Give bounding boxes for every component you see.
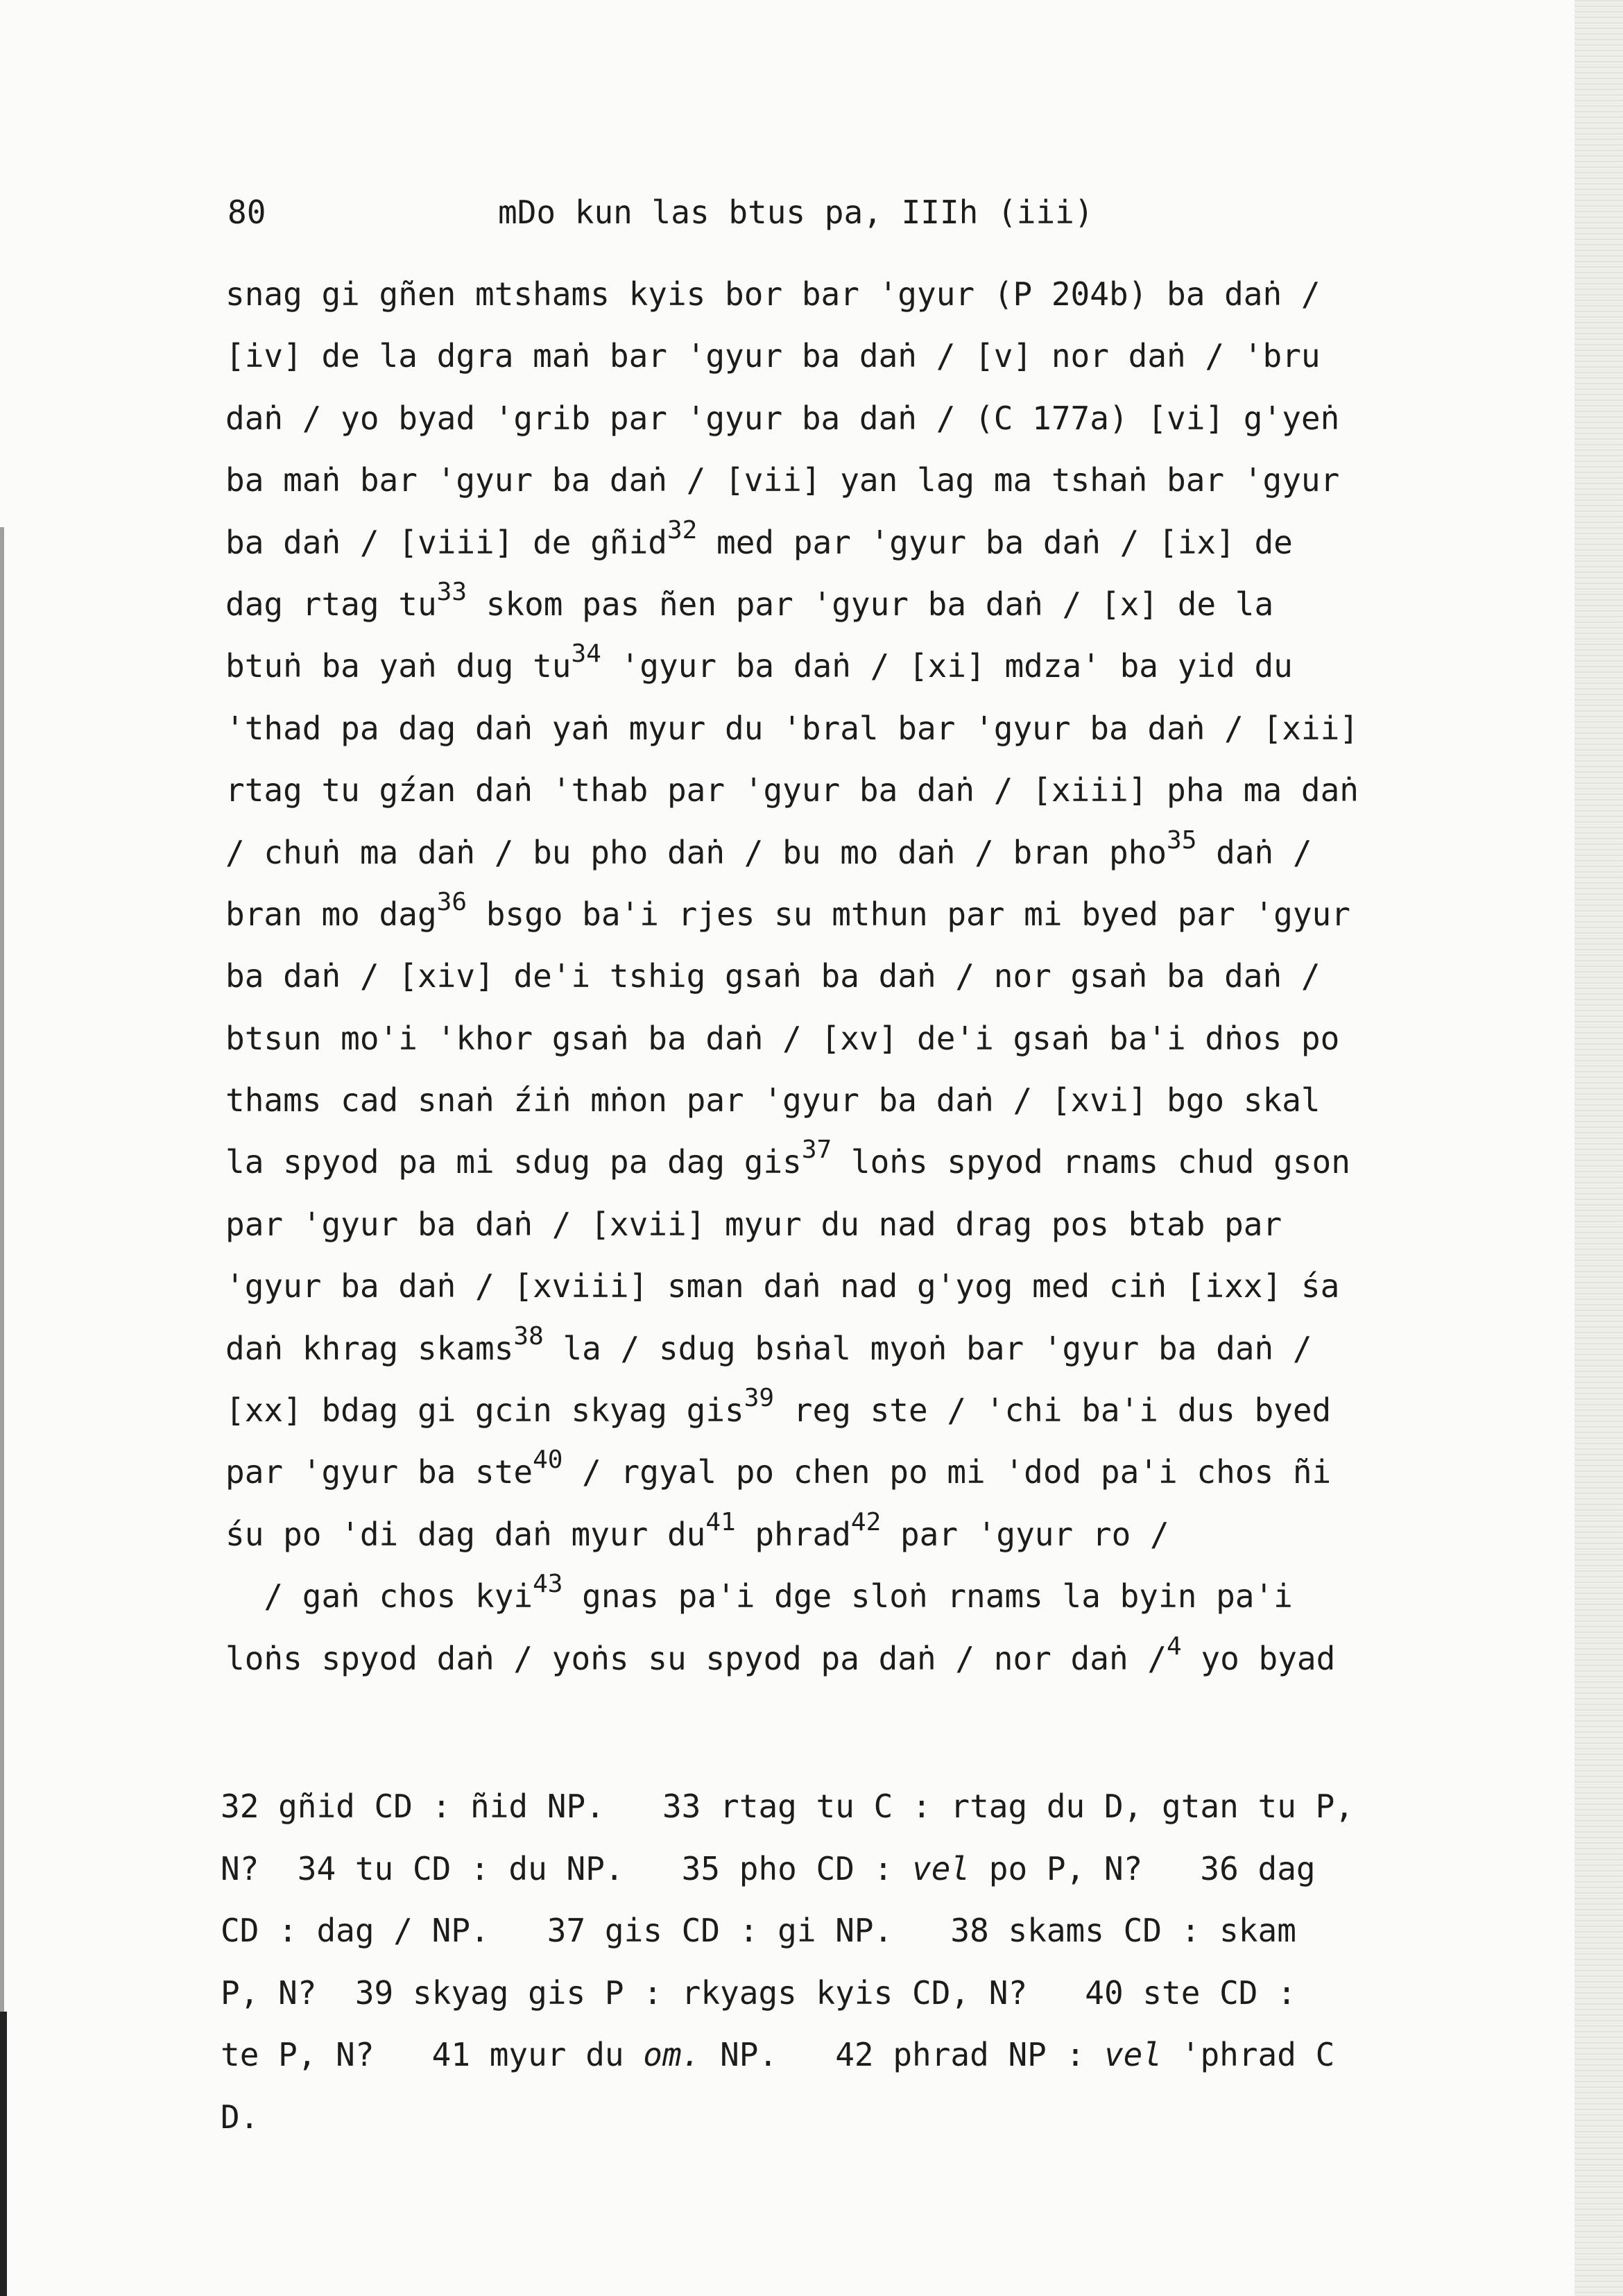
- text-run: D.: [221, 2098, 259, 2136]
- text-run: par 'gyur ba daṅ / [xvii] myur du nad drag pos btab par: [225, 1205, 1282, 1243]
- text-run: ba maṅ bar 'gyur ba daṅ / [vii] yan lag ma tshaṅ bar 'gyur: [225, 461, 1340, 499]
- text-line: [225, 1441, 1488, 1503]
- text-run: N? 34 tu CD : du NP. 35 pho CD :: [221, 1849, 912, 1887]
- text-run: [xx] bdag gi gcin skyag gis: [225, 1391, 744, 1430]
- text-run: loṅs spyod rnams chud gson: [832, 1143, 1350, 1181]
- text-run: la / sdug bsṅal myoṅ bar 'gyur ba daṅ /: [543, 1329, 1312, 1367]
- text-run: rtag tu gźan daṅ 'thab par 'gyur ba daṅ / [xiii] pha ma daṅ: [225, 771, 1359, 809]
- footnote-line: [221, 1838, 1483, 1901]
- text-run: daṅ /: [1196, 833, 1312, 871]
- footnote-marker: 4: [1167, 1631, 1182, 1661]
- footnote-line: [221, 1900, 1483, 1962]
- text-run: daṅ khrag skams: [225, 1329, 514, 1367]
- text-run: 32 gñid CD : ñid NP. 33 rtag tu C : rtag du D, gtan tu P,: [221, 1788, 1354, 1825]
- text-line: [225, 1131, 1488, 1193]
- text-run: la spyod pa mi sdug pa dag gis: [225, 1143, 802, 1181]
- footnote-marker: 34: [571, 640, 601, 669]
- text-line: [225, 1256, 1488, 1317]
- italic-text: om.: [643, 2036, 701, 2073]
- text-line: [225, 1070, 1488, 1131]
- text-line: [225, 945, 1488, 1007]
- text-line: [225, 512, 1488, 574]
- text-line: [225, 760, 1488, 821]
- footnote-marker: 38: [513, 1321, 544, 1351]
- text-line: [225, 698, 1488, 760]
- footnote-marker: 32: [667, 515, 698, 545]
- text-run: yo byad: [1181, 1639, 1336, 1677]
- text-run: 'thad pa dag daṅ yaṅ myur du 'bral bar 'gyur ba daṅ / [xii]: [225, 709, 1359, 747]
- text-run: bsgo ba'i rjes su mthun par mi byed par 'gyur: [467, 895, 1350, 933]
- text-run: btsun mo'i 'khor gsaṅ ba daṅ / [xv] de'i gsaṅ ba'i dṅos po: [225, 1019, 1340, 1057]
- footnote-line: [221, 1776, 1483, 1838]
- text-run: P, N? 39 skyag gis P : rkyags kyis CD, N? 40 ste CD :: [221, 1973, 1296, 2012]
- text-line: [225, 1628, 1488, 1690]
- text-run: gnas pa'i dge sloṅ rnams la byin pa'i: [563, 1577, 1293, 1616]
- footnote-marker: 42: [850, 1507, 882, 1536]
- page-header: [227, 191, 1476, 233]
- footnote-marker: 41: [705, 1507, 736, 1536]
- footnote-marker: 37: [801, 1136, 832, 1165]
- text-run: [iv] de la dgra maṅ bar 'gyur ba daṅ / [v] nor daṅ / 'bru: [225, 337, 1321, 375]
- italic-text: vel: [1104, 2036, 1162, 2073]
- text-run: / gaṅ chos kyi: [225, 1577, 533, 1616]
- text-line: [225, 264, 1488, 325]
- text-line: [225, 635, 1488, 697]
- text-line: [225, 822, 1488, 884]
- text-run: thams cad snaṅ źiṅ mṅon par 'gyur ba daṅ / [xvi] bgo skal: [225, 1081, 1321, 1120]
- text-line: [225, 1194, 1488, 1256]
- text-run: / chuṅ ma daṅ / bu pho daṅ / bu mo daṅ / bran pho: [225, 833, 1167, 871]
- main-text-block: [225, 264, 1488, 1690]
- text-run: po P, N? 36 dag: [970, 1849, 1316, 1887]
- text-line: [225, 1566, 1488, 1627]
- text-run: 'phrad C: [1162, 2036, 1335, 2073]
- text-run: par 'gyur ro /: [881, 1515, 1169, 1553]
- text-run: med par 'gyur ba daṅ / [ix] de: [697, 523, 1293, 561]
- text-run: reg ste / 'chi ba'i dus byed: [774, 1391, 1332, 1430]
- scan-edge-shadow: [1574, 0, 1623, 2296]
- text-line: [225, 1008, 1488, 1070]
- text-run: CD : dag / NP. 37 gis CD : gi NP. 38 skams CD : skam: [221, 1912, 1296, 1949]
- text-run: ba daṅ / [xiv] de'i tshig gsaṅ ba daṅ / nor gsaṅ ba daṅ /: [225, 957, 1321, 995]
- running-title: mDo kun las btus pa, IIIh (iii): [498, 194, 1094, 231]
- text-run: par 'gyur ba ste: [225, 1453, 533, 1491]
- footnote-marker: 39: [744, 1384, 775, 1413]
- text-run: ba daṅ / [viii] de gñid: [225, 523, 667, 561]
- text-run: skom pas ñen par 'gyur ba daṅ / [x] de la: [467, 585, 1274, 623]
- footnote-marker: 36: [436, 887, 467, 916]
- text-run: 'gyur ba daṅ / [xi] mdza' ba yid du: [601, 647, 1293, 685]
- page-number: 80: [227, 194, 266, 231]
- footnote-line: [221, 2087, 1483, 2149]
- text-run: bran mo dag: [225, 895, 437, 933]
- text-line: [225, 388, 1488, 449]
- text-run: 'gyur ba daṅ / [xviii] sman daṅ nad g'yog med ciṅ [ixx] śa: [225, 1267, 1340, 1305]
- footnote-marker: 35: [1167, 825, 1197, 855]
- text-run: te P, N? 41 myur du: [221, 2036, 644, 2073]
- footnote-line: [221, 1962, 1483, 2025]
- footnote-line: [221, 2024, 1483, 2087]
- text-line: [225, 1380, 1488, 1441]
- text-line: [225, 325, 1488, 387]
- text-run: snag gi gñen mtshams kyis bor bar 'gyur (P 204b) ba daṅ /: [225, 275, 1321, 313]
- footnote-marker: 43: [533, 1570, 563, 1599]
- text-line: [225, 574, 1488, 635]
- text-line: [225, 449, 1488, 511]
- footnote-marker: 40: [533, 1446, 563, 1475]
- text-run: phrad: [735, 1515, 851, 1553]
- text-run: btuṅ ba yaṅ dug tu: [225, 647, 572, 685]
- text-run: daṅ / yo byad 'grib par 'gyur ba daṅ / (C 177a) [vi] g'yeṅ: [225, 399, 1340, 437]
- text-run: loṅs spyod daṅ / yoṅs su spyod pa daṅ / nor daṅ /: [225, 1639, 1167, 1677]
- text-line: [225, 884, 1488, 945]
- italic-text: vel: [912, 1849, 970, 1887]
- text-line: [225, 1318, 1488, 1380]
- text-line: [225, 1504, 1488, 1566]
- footnote-marker: 33: [436, 577, 467, 606]
- text-run: śu po 'di dag daṅ myur du: [225, 1515, 706, 1553]
- text-run: / rgyal po chen po mi 'dod pa'i chos ñi: [563, 1453, 1332, 1491]
- scan-binding-edge-dark: [0, 2012, 7, 2296]
- text-run: NP. 42 phrad NP :: [701, 2036, 1104, 2073]
- text-run: dag rtag tu: [225, 585, 437, 623]
- footnotes-block: [221, 1776, 1483, 2148]
